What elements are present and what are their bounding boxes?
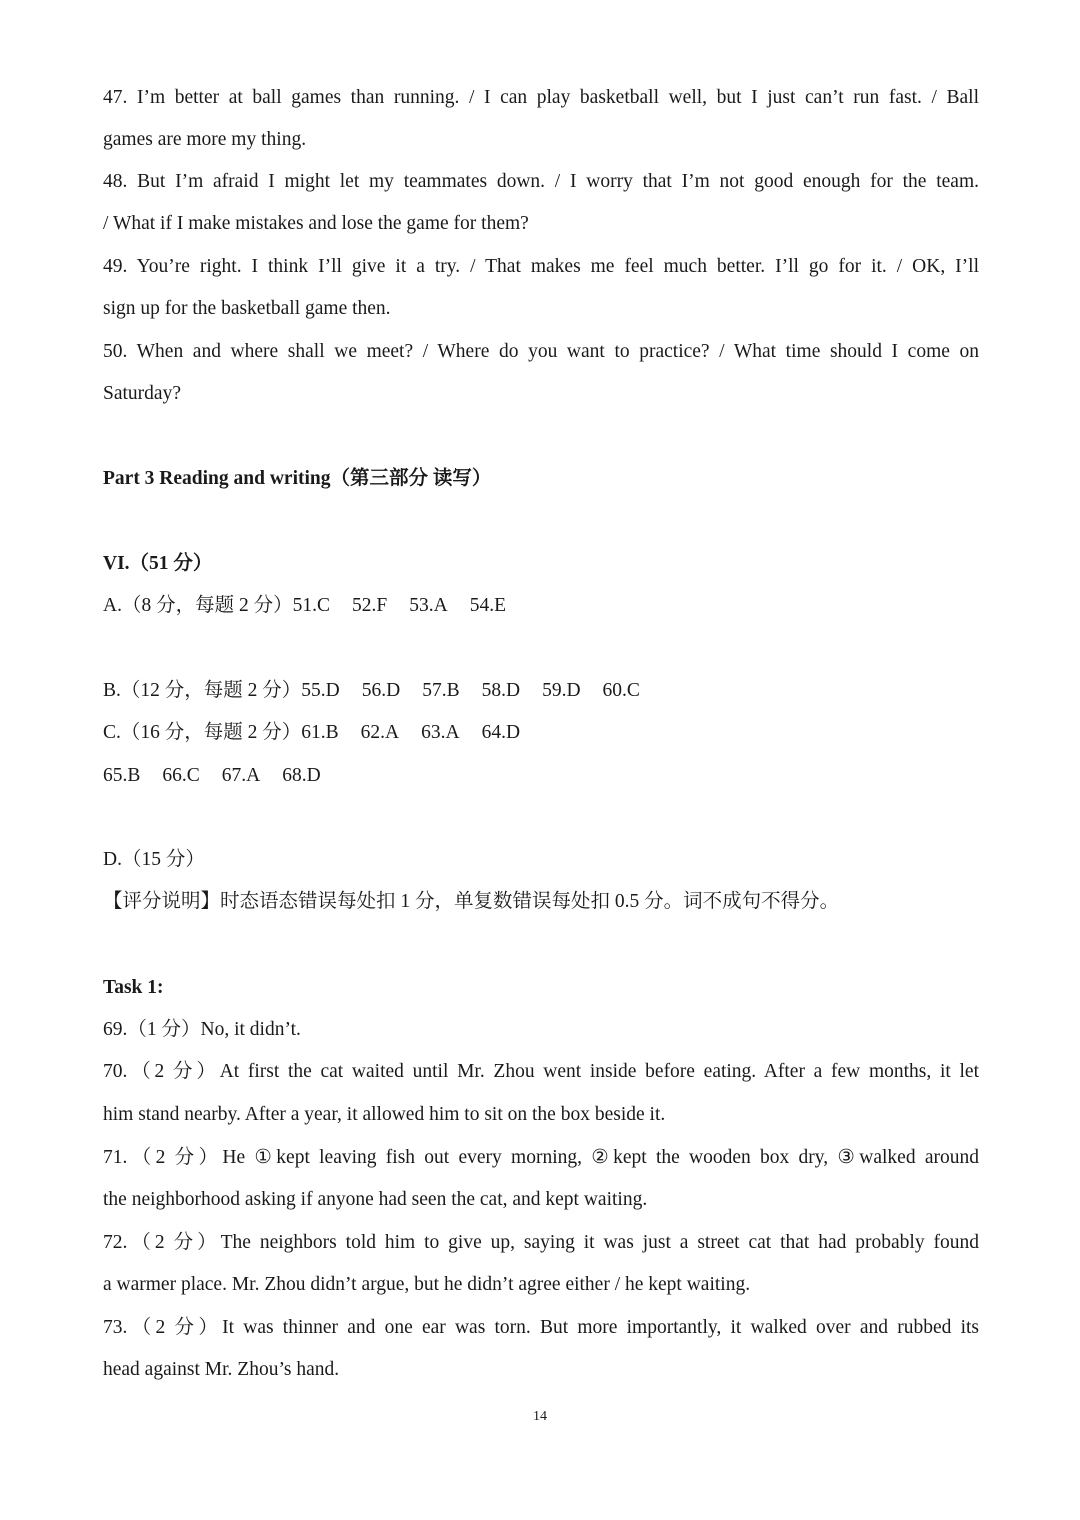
answer-48-line-2: / What if I make mistakes and lose the game for them? [103, 213, 529, 234]
answer-47-line-2: games are more my thing. [103, 129, 307, 150]
section-6a-label: A.（8 分，每题 2 分） [103, 595, 293, 616]
answer-70-line-1: 70.（2 分）At first the cat waited until Mr. Zhou went inside before eating. After a few months, it let [103, 1061, 979, 1082]
answer-63: 63.A [421, 722, 460, 743]
answer-59: 59.D [542, 680, 581, 701]
answer-49-line-2: sign up for the basketball game then. [103, 298, 391, 319]
section-6c-answers-line-2 [103, 763, 979, 789]
answer-71-line-2: the neighborhood asking if anyone had seen the cat, and kept waiting. [103, 1189, 648, 1210]
part3-heading: Part 3 Reading and writing（第三部分 读写） [103, 468, 492, 489]
section-6b-answers [103, 678, 979, 704]
answer-55: 55.D [301, 680, 340, 701]
scoring-note: 【评分说明】时态语态错误每处扣 1 分，单复数错误每处扣 0.5 分。词不成句不得分。 [103, 891, 840, 912]
answer-66: 66.C [162, 765, 200, 786]
section-6c-label: C.（16 分，每题 2 分） [103, 722, 302, 743]
answer-47-line-1: 47. I’m better at ball games than running. / I can play basketball well, but I just can’t run fast. / Ball [103, 87, 979, 108]
answer-58: 58.D [481, 680, 521, 701]
answer-67: 67.A [221, 765, 261, 786]
answer-60: 60.C [602, 680, 640, 701]
answer-72-line-2: a warmer place. Mr. Zhou didn’t argue, but he didn’t agree either / he kept waiting. [103, 1274, 751, 1295]
answer-71-line-1: 71.（2 分）He ①kept leaving fish out every morning, ②kept the wooden box dry, ③walked around [103, 1147, 979, 1168]
task-1-heading: Task 1: [103, 977, 164, 998]
answer-51: 51.C [292, 595, 330, 616]
answer-50-line-1: 50. When and where shall we meet? / Where do you want to practice? / What time should I come on [103, 341, 979, 362]
answer-57: 57.B [422, 680, 460, 701]
section-6-heading: VI.（51 分） [103, 553, 213, 574]
answer-61: 61.B [301, 722, 339, 743]
answer-73-line-2: head against Mr. Zhou’s hand. [103, 1359, 340, 1380]
answer-53: 53.A [409, 595, 448, 616]
page-number: 14 [533, 1409, 547, 1424]
answer-70-line-2: him stand nearby. After a year, it allowed him to sit on the box beside it. [103, 1104, 666, 1125]
answer-69: 69.（1 分）No, it didn’t. [103, 1019, 301, 1040]
section-6d-label: D.（15 分） [103, 849, 205, 870]
answer-64: 64.D [481, 722, 521, 743]
answer-72-line-1: 72.（2 分）The neighbors told him to give up, saying it was just a street cat that had probably found [103, 1232, 979, 1253]
answer-50-line-2: Saturday? [103, 383, 181, 404]
answer-65: 65.B [103, 765, 141, 786]
answer-48-line-1: 48. But I’m afraid I might let my teammates down. / I worry that I’m not good enough for the team. [103, 171, 979, 192]
section-6a-answers [103, 593, 979, 619]
answer-68: 68.D [282, 765, 321, 786]
answer-73-line-1: 73.（2 分）It was thinner and one ear was torn. But more importantly, it walked over and rubbed its [103, 1317, 979, 1338]
answer-52: 52.F [351, 595, 388, 616]
document-page [103, 0, 979, 1520]
section-6c-answers-line-1 [103, 720, 979, 746]
answer-62: 62.A [360, 722, 400, 743]
answer-49-line-1: 49. You’re right. I think I’ll give it a try. / That makes me feel much better. I’ll go for it. / OK, I’ll [103, 256, 979, 277]
section-6b-label: B.（12 分，每题 2 分） [103, 680, 302, 701]
answer-56: 56.D [361, 680, 401, 701]
answer-54: 54.E [469, 595, 506, 616]
